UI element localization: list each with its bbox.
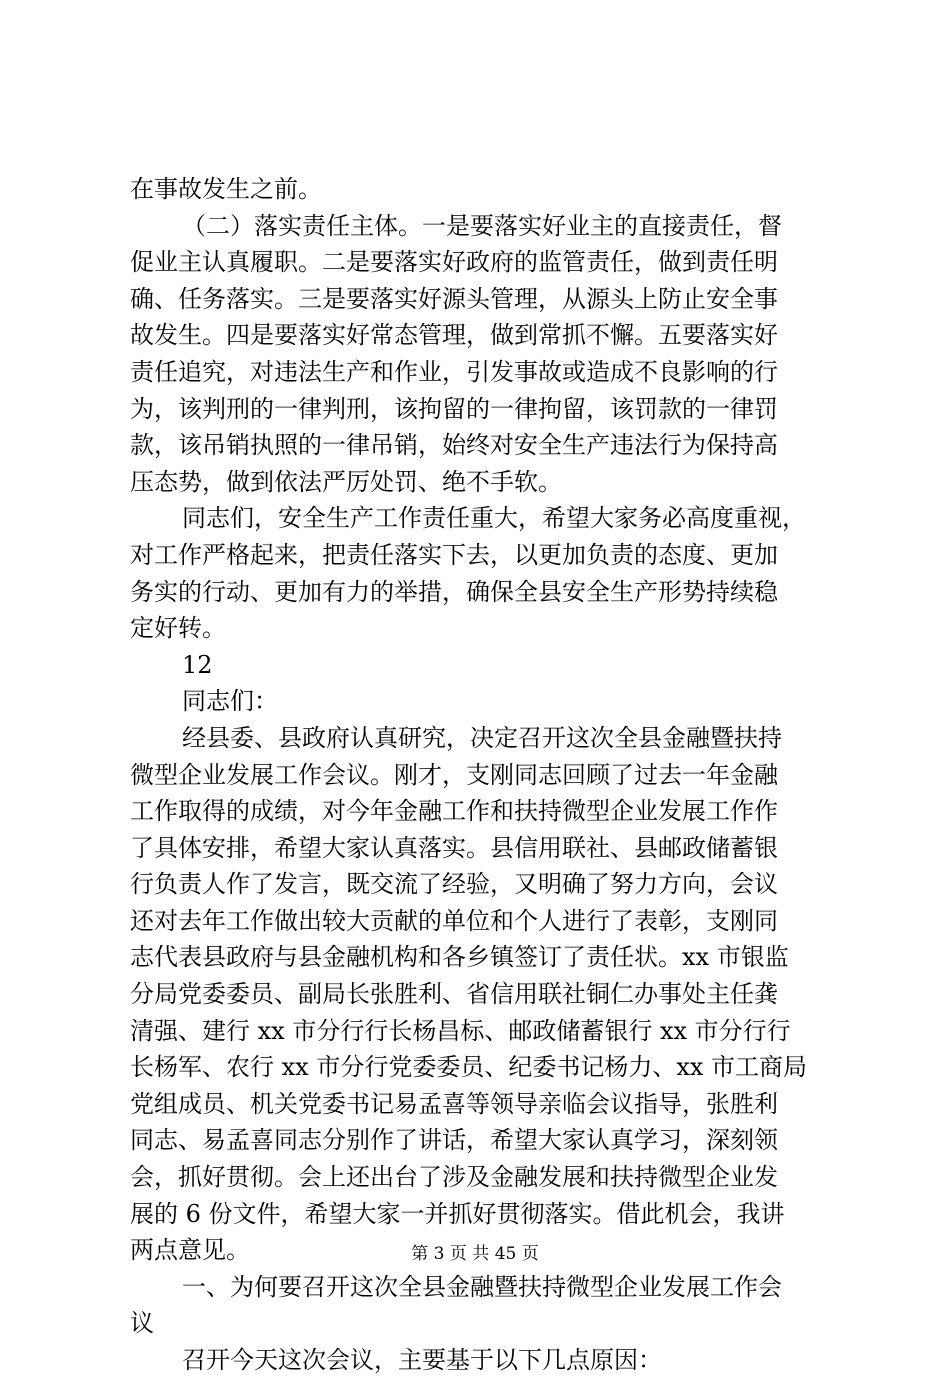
text-line: 确、任务落实。三是要落实好源头管理，从源头上防止安全事: [130, 284, 778, 313]
text-line: 长杨军、农行 xx 市分行党委委员、纪委书记杨力、xx 市工商局: [130, 1053, 808, 1082]
text-line: 同志们：: [182, 687, 278, 716]
text-line: 工作取得的成绩，对今年金融工作和扶持微型企业发展工作作: [130, 797, 778, 826]
text-line: 行负责人作了发言，既交流了经验，又明确了努力方向，会议: [130, 870, 778, 899]
text-line: 微型企业发展工作会议。刚才，支刚同志回顾了过去一年金融: [130, 760, 778, 789]
text-line: 在事故发生之前。: [130, 175, 322, 203]
text-line: 故发生。四是要落实好常态管理，做到常抓不懈。五要落实好: [130, 321, 778, 350]
text-line: 责任追究，对违法生产和作业，引发事故或造成不良影响的行: [130, 357, 778, 386]
text-line: 清强、建行 xx 市分行行长杨昌标、邮政储蓄银行 xx 市分行行: [130, 1016, 791, 1045]
text-line: 款，该吊销执照的一律吊销，始终对安全生产违法行为保持高: [130, 431, 778, 460]
text-line: 同志、易孟喜同志分别作了讲话，希望大家认真学习，深刻领: [130, 1126, 778, 1155]
text-line: 了具体安排，希望大家认真落实。县信用联社、县邮政储蓄银: [130, 833, 778, 862]
text-line: 议: [130, 1309, 154, 1338]
text-line: 同志们，安全生产工作责任重大，希望大家务必高度重视，: [182, 504, 806, 533]
text-line: 展的 6 份文件，希望大家一并抓好贯彻落实。借此机会，我讲: [130, 1199, 785, 1228]
text-line: 分局党委委员、副局长张胜利、省信用联社铜仁办事处主任龚: [130, 980, 778, 1009]
text-line: 会，抓好贯彻。会上还出台了涉及金融发展和扶持微型企业发: [130, 1163, 778, 1192]
text-line: 为，该判刑的一律判刑，该拘留的一律拘留，该罚款的一律罚: [130, 394, 778, 423]
document-body: [130, 171, 840, 1379]
text-line: 务实的行动、更加有力的举措，确保全县安全生产形势持续稳: [130, 577, 778, 606]
text-line: 志代表县政府与县金融机构和各乡镇签订了责任状。xx 市银监: [130, 943, 789, 972]
text-line: 压态势，做到依法严厉处罚、绝不手软。: [130, 467, 562, 496]
text-line: 定好转。: [130, 614, 226, 643]
text-line: 党组成员、机关党委书记易孟喜等领导亲临会议指导，张胜利: [130, 1089, 778, 1118]
text-line: 两点意见。: [130, 1236, 250, 1265]
page-footer: 第 3 页 共 45 页: [411, 1244, 539, 1264]
text-line: 一、为何要召开这次全县金融暨扶持微型企业发展工作会: [182, 1272, 782, 1301]
text-line: 12: [182, 650, 213, 679]
text-line: 经县委、县政府认真研究，决定召开这次全县金融暨扶持: [182, 723, 782, 752]
text-line: 召开今天这次会议，主要基于以下几点原因：: [182, 1346, 662, 1374]
text-line: 还对去年工作做出较大贡献的单位和个人进行了表彰，支刚同: [130, 906, 778, 935]
text-line: （二）落实责任主体。一是要落实好业主的直接责任，督: [182, 211, 782, 240]
text-line: 对工作严格起来，把责任落实下去，以更加负责的态度、更加: [130, 540, 778, 569]
text-line: 促业主认真履职。二是要落实好政府的监管责任，做到责任明: [130, 248, 778, 277]
